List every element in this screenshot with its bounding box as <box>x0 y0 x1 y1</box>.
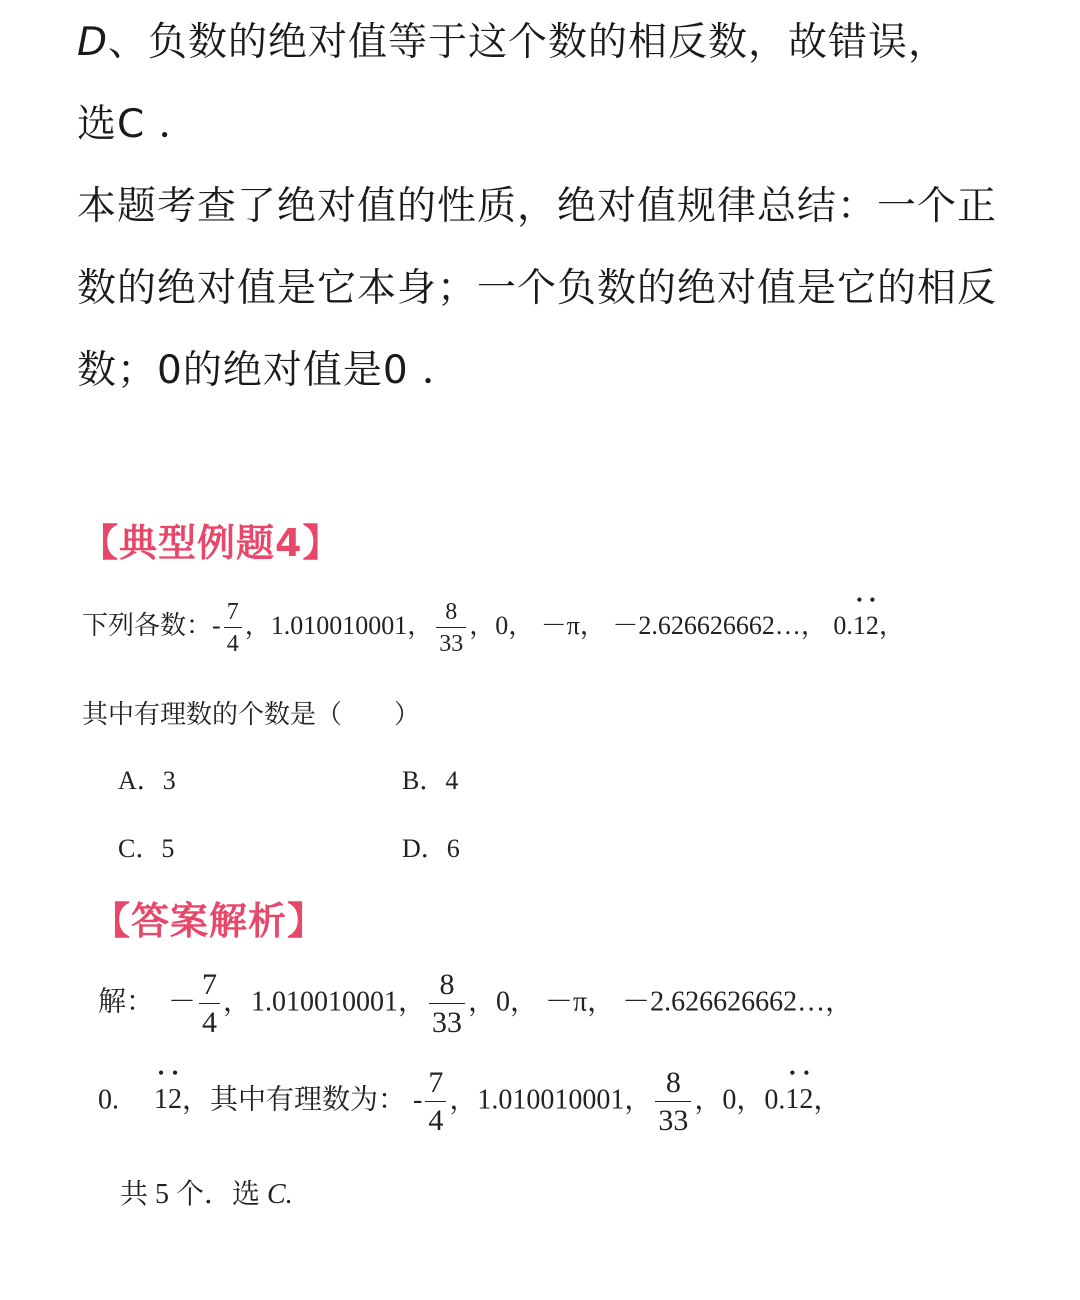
repeating-digit: • 1 <box>154 1084 168 1116</box>
repeating-digit: • 2 <box>866 611 879 641</box>
option-value: 4 <box>445 766 459 795</box>
fraction-8-33 <box>436 600 466 656</box>
option-b <box>402 760 458 797</box>
solution-prefix: 解： <box>98 986 155 1018</box>
option-letter: D <box>77 20 109 65</box>
option-d <box>402 828 460 865</box>
fraction-7-4 <box>425 1068 446 1136</box>
question-item: ，1.010010001， <box>244 610 434 640</box>
fraction-7-4 <box>224 600 242 656</box>
denominator: 33 <box>439 631 464 657</box>
intro-line2: 选C ． <box>77 102 199 147</box>
numerator: 8 <box>655 1068 691 1102</box>
solution-line <box>98 970 853 1038</box>
fraction-7-4 <box>199 970 220 1038</box>
denominator: 4 <box>226 631 239 657</box>
intro-line1: 、负数的绝对值等于这个数的相反数，故错误， <box>108 20 949 65</box>
option-letter: C． <box>118 834 162 863</box>
denominator: 33 <box>432 1006 463 1039</box>
example-heading: 【典型例题4】 <box>80 521 342 565</box>
solution-item: ，1.010010001， <box>223 986 427 1018</box>
punctuation: ， <box>878 610 905 640</box>
denominator: 33 <box>658 1104 689 1137</box>
intro-paragraph <box>77 2 1017 166</box>
option-letter: A． <box>118 766 163 795</box>
denominator: 4 <box>428 1104 444 1137</box>
solution-item: ，0， －π， －2.626626662…， <box>468 986 854 1018</box>
punctuation: ， <box>813 1084 842 1116</box>
numerator: 7 <box>425 1068 446 1102</box>
option-letter: D． <box>402 834 447 863</box>
analysis-heading: 【答案解析】 <box>92 899 327 943</box>
repeating-digit: • 2 <box>799 1084 813 1116</box>
minus-sign: - <box>212 610 221 640</box>
question-item: ，0， －π， －2.626626662…， 0. <box>469 610 853 640</box>
numerator: 8 <box>429 970 465 1004</box>
answer-letter: C. <box>267 1179 293 1210</box>
rational-label: ，其中有理数为： <box>182 1084 407 1116</box>
decimal-prefix: 0. <box>98 1084 119 1116</box>
minus-sign: - <box>413 1084 423 1116</box>
repeating-digit: • 1 <box>853 611 866 641</box>
repeating-digit: • 1 <box>785 1084 799 1116</box>
numerator: 8 <box>436 600 466 628</box>
conclusion-line <box>120 1172 293 1212</box>
option-a <box>118 760 176 797</box>
question-line-2: 其中有理数的个数是（ ） <box>82 700 421 729</box>
fraction-8-33 <box>655 1068 691 1136</box>
conclusion-text: 共 5 个．选 <box>120 1179 268 1210</box>
minus-sign: － <box>168 986 197 1018</box>
numerator: 7 <box>199 970 220 1004</box>
option-c <box>118 828 174 865</box>
denominator: 4 <box>202 1006 218 1039</box>
option-value: 3 <box>162 766 176 795</box>
repeating-digit: • 2 <box>168 1084 182 1116</box>
option-value: 6 <box>446 834 460 863</box>
option-letter: B． <box>402 766 446 795</box>
solution-item: ，0，0. <box>694 1084 786 1116</box>
numerator: 7 <box>224 600 242 628</box>
solution-line-2 <box>98 1068 841 1136</box>
option-value: 5 <box>161 834 175 863</box>
question-prefix: 下列各数： <box>82 610 213 640</box>
question-line <box>82 600 905 656</box>
solution-item: ，1.010010001， <box>449 1084 653 1116</box>
fraction-8-33 <box>429 970 465 1038</box>
summary-paragraph: 本题考查了绝对值的性质，绝对值规律总结：一个正数的绝对值是它本身；一个负数的绝对值是它的相反数；0的绝对值是0 ． <box>77 184 998 393</box>
